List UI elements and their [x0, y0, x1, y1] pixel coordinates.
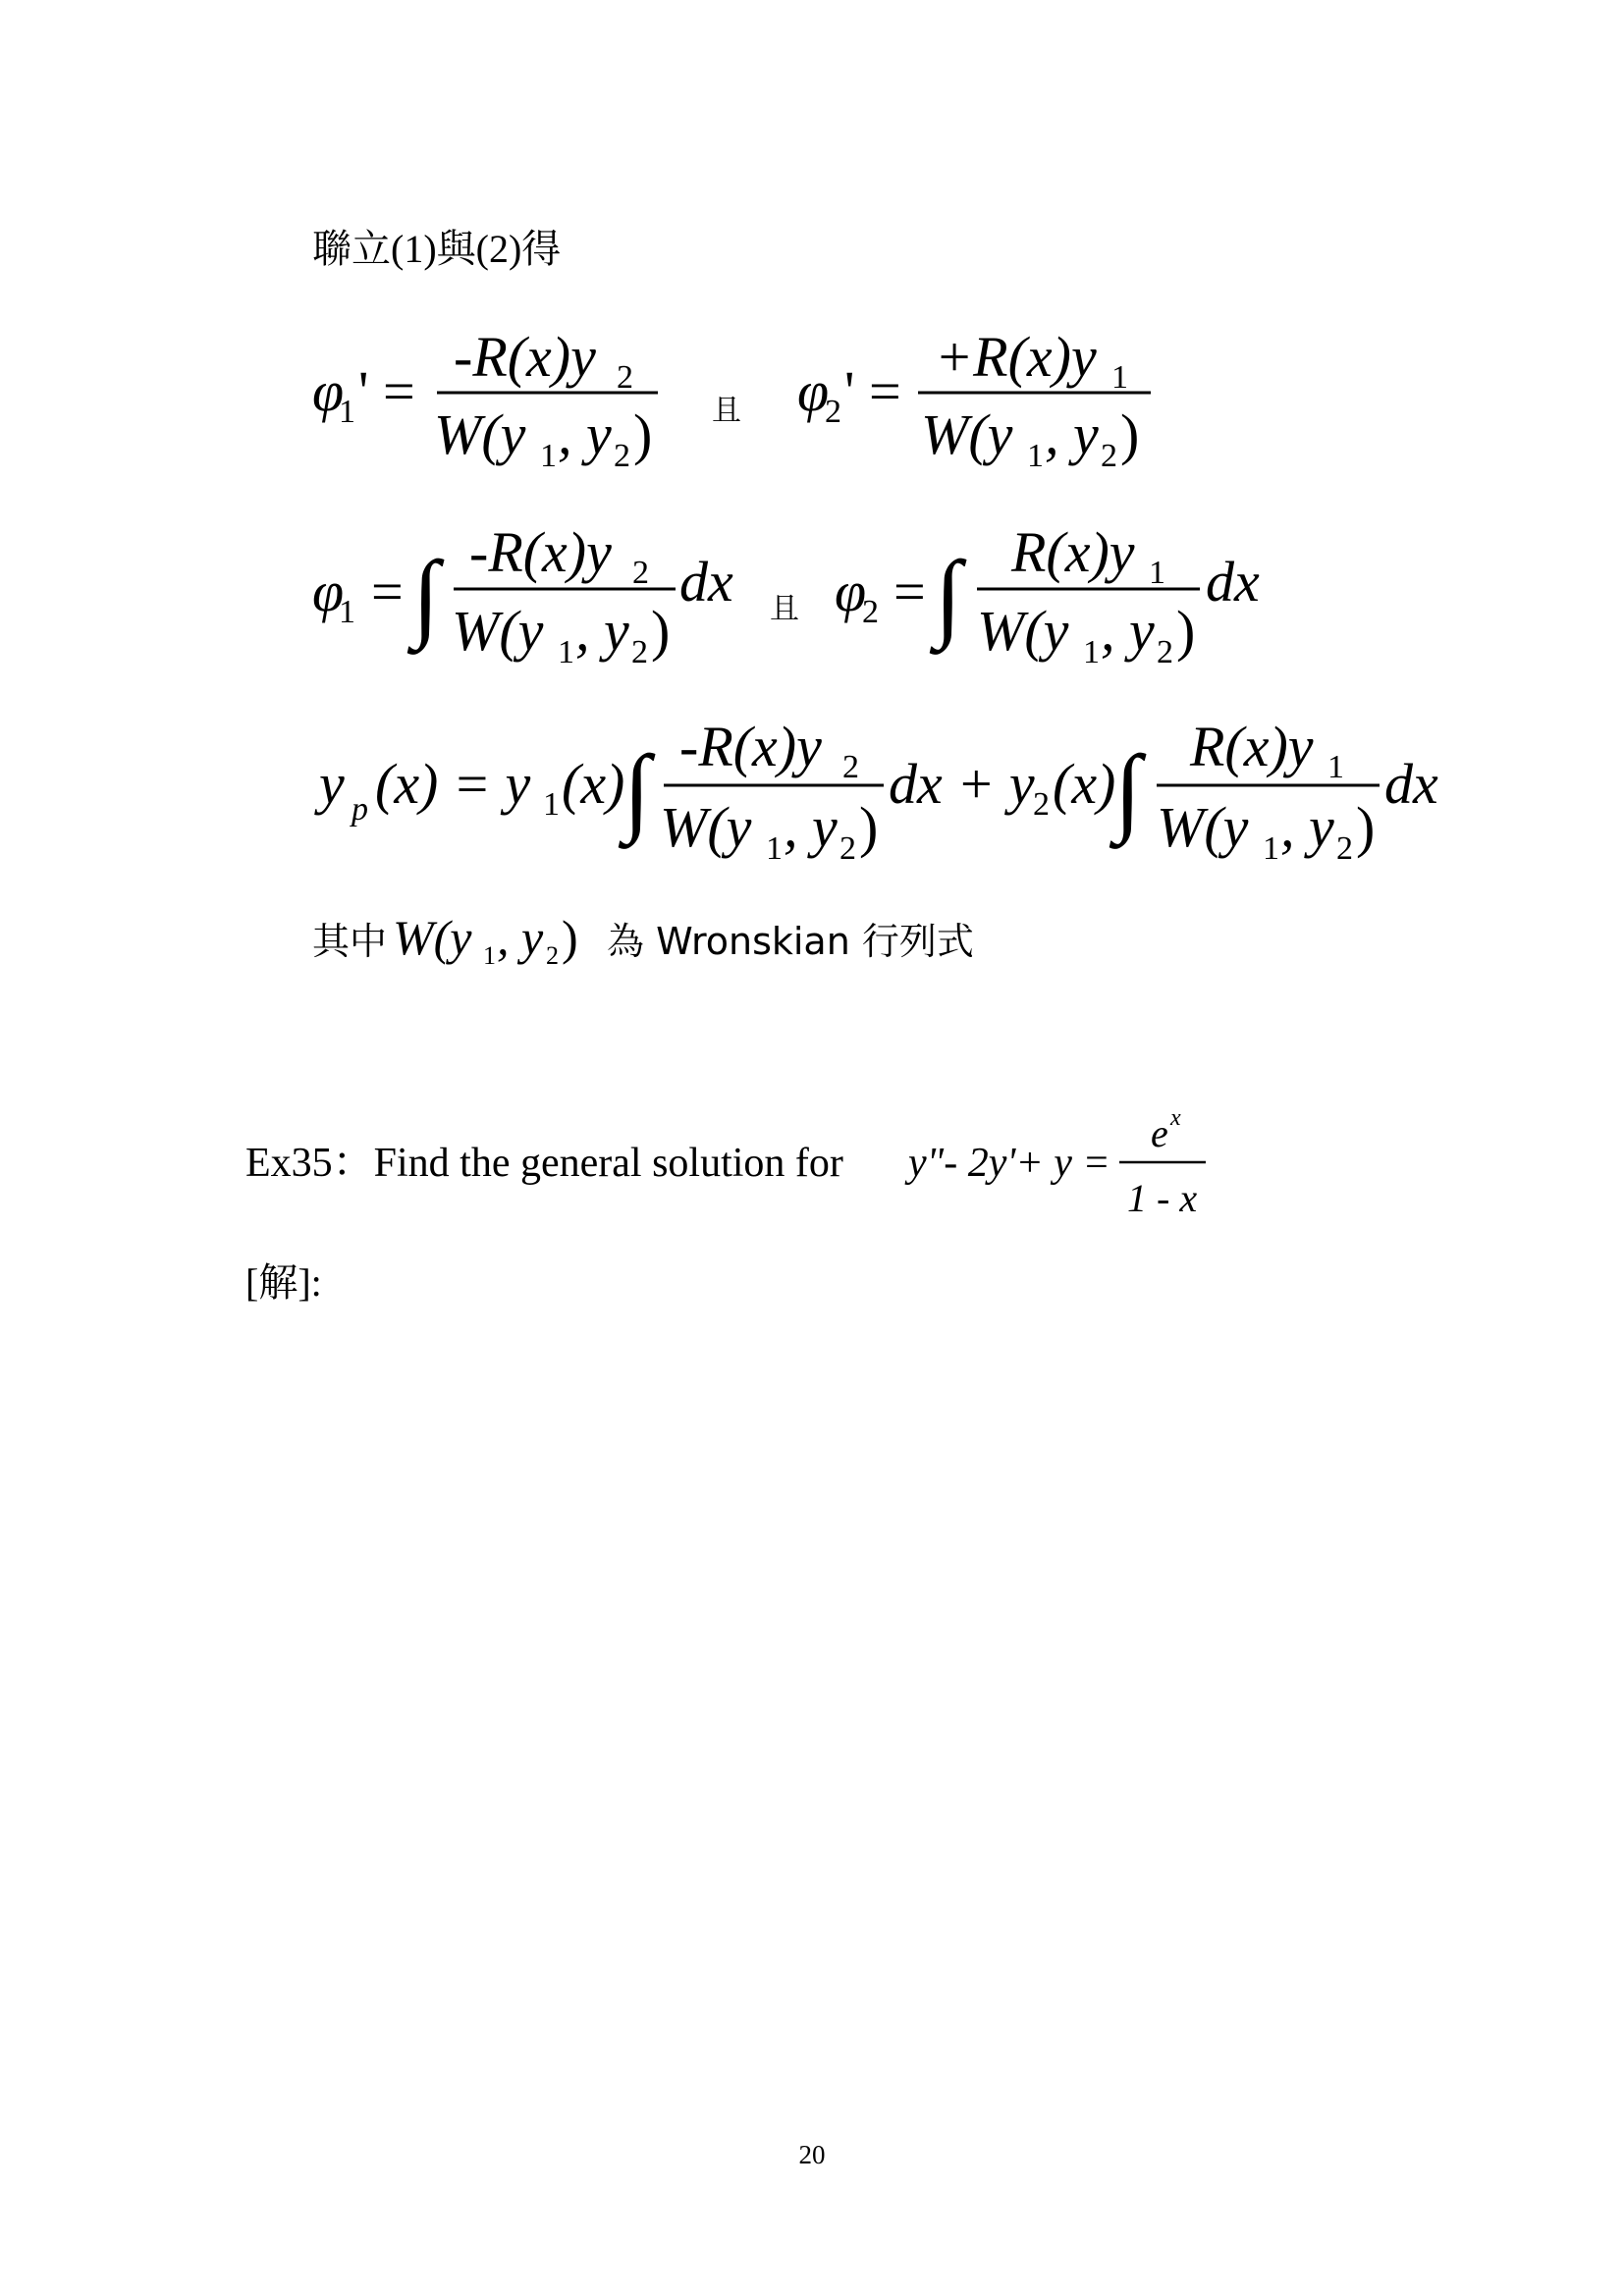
svg-text:1: 1 — [1027, 438, 1044, 474]
note-sub1: 1 — [483, 941, 496, 970]
eq2-right-numerator-sub: 1 — [1149, 555, 1165, 591]
phi2-symbol-2: φ — [835, 560, 867, 623]
svg-text:, y: , y — [784, 795, 838, 859]
eq3-left-numerator: -R(x)y — [679, 715, 822, 778]
svg-text:1: 1 — [540, 438, 557, 474]
svg-text:2: 2 — [1157, 634, 1173, 670]
phi1-symbol-2: φ — [312, 560, 345, 623]
phi1-subscript-2: 1 — [339, 594, 355, 630]
svg-text:W(y: W(y — [434, 402, 526, 466]
eq1-left-numerator: -R(x)y — [454, 325, 596, 389]
ex-den: 1 - x — [1127, 1176, 1198, 1220]
note-close: ) — [562, 910, 578, 965]
note-comma-y: , y — [497, 910, 544, 965]
eq3-left-numerator-sub: 2 — [842, 749, 859, 785]
phi2-subscript: 2 — [825, 394, 841, 430]
svg-text:, y: , y — [575, 599, 629, 663]
eq2-right-denominator — [977, 599, 1195, 670]
yp-subscript: p — [352, 791, 368, 828]
eq2-left-denominator — [452, 599, 670, 670]
svg-text:2: 2 — [839, 830, 856, 867]
integral-sign-2: ∫ — [935, 541, 962, 650]
solution-label: [解]: — [245, 1260, 322, 1305]
page-number: 20 — [798, 2140, 826, 2169]
svg-text:): ) — [859, 795, 879, 859]
integral-sign-1: ∫ — [412, 541, 440, 650]
eq1-left-numerator-sub: 2 — [617, 359, 633, 396]
svg-text:, y: , y — [1101, 599, 1155, 663]
eq1-right-numerator-sub: 1 — [1111, 359, 1128, 396]
equation-1 — [312, 325, 1151, 474]
note-suffix: 為 Wronskian 行列式 — [607, 920, 974, 963]
equation-3 — [314, 715, 1438, 867]
yp-symbol: y — [319, 752, 345, 816]
svg-text:): ) — [633, 402, 653, 466]
phi1-subscript: 1 — [339, 394, 355, 430]
example-35 — [245, 1105, 1206, 1220]
ex-num-e: e — [1151, 1111, 1168, 1155]
ex-label: Ex35：Find the general solution for — [245, 1141, 843, 1186]
note-prefix: 其中 — [312, 920, 388, 963]
svg-text:W(y: W(y — [1157, 795, 1249, 859]
svg-text:2: 2 — [631, 634, 648, 670]
svg-text:2: 2 — [614, 438, 630, 474]
eq1-right-denominator — [921, 402, 1139, 474]
eq1-right-numerator: +R(x)y — [935, 325, 1097, 389]
ex-num-sup: x — [1170, 1105, 1181, 1131]
svg-text:, y: , y — [1045, 402, 1099, 466]
svg-text:1: 1 — [766, 830, 783, 867]
note-W: W(y — [393, 910, 472, 965]
eq2-left-numerator-sub: 2 — [632, 555, 649, 591]
integral-sign-4: ∫ — [1114, 735, 1142, 844]
svg-text:W(y: W(y — [452, 599, 544, 663]
y2-subscript: 2 — [1033, 786, 1050, 823]
eq3-left-denominator — [660, 795, 878, 867]
dx-plus-y2: dx + y — [889, 752, 1035, 816]
yp-arg-equals-y1: (x) = y — [375, 752, 531, 816]
intro-text: 聯立(1)與(2)得 — [312, 227, 562, 271]
dx-2: dx — [1206, 550, 1260, 614]
eq1-left-denominator — [434, 402, 652, 474]
equals-sign-2: = — [893, 560, 926, 623]
integral-sign-3: ∫ — [623, 735, 651, 844]
note-line — [312, 910, 974, 970]
svg-text:1: 1 — [558, 634, 574, 670]
svg-text:W(y: W(y — [660, 795, 752, 859]
svg-text:): ) — [1120, 402, 1140, 466]
y1-arg: (x) — [562, 752, 625, 816]
eq3-right-denominator — [1157, 795, 1375, 867]
svg-text:1: 1 — [1083, 634, 1100, 670]
svg-text:): ) — [651, 599, 671, 663]
note-sub2: 2 — [546, 941, 559, 970]
phi1-prime-equals: ' = — [358, 359, 415, 423]
svg-text:): ) — [1176, 599, 1196, 663]
svg-text:W(y: W(y — [977, 599, 1069, 663]
eq3-right-numerator: R(x)y — [1190, 715, 1314, 778]
eq2-right-numerator: R(x)y — [1011, 520, 1135, 584]
svg-text:, y: , y — [1280, 795, 1334, 859]
svg-text:, y: , y — [558, 402, 612, 466]
conjunction-and-1: 且 — [712, 394, 741, 428]
phi2-prime-equals: ' = — [844, 359, 901, 423]
y1-subscript: 1 — [543, 786, 560, 823]
dx-3: dx — [1384, 752, 1438, 816]
phi1-symbol: φ — [312, 359, 345, 423]
svg-text:2: 2 — [1336, 830, 1353, 867]
phi2-symbol: φ — [797, 359, 830, 423]
equation-2 — [312, 520, 1260, 670]
dx-1: dx — [679, 550, 733, 614]
equals-sign-1: = — [371, 560, 404, 623]
svg-text:2: 2 — [1101, 438, 1117, 474]
conjunction-and-2: 且 — [770, 592, 799, 626]
y2-arg: (x) — [1053, 752, 1116, 816]
svg-text:): ) — [1356, 795, 1376, 859]
ex-lhs: y"- 2y'+ y = — [908, 1141, 1110, 1186]
phi2-subscript-2: 2 — [862, 594, 879, 630]
eq3-right-numerator-sub: 1 — [1327, 749, 1344, 785]
eq2-left-numerator: -R(x)y — [469, 520, 612, 584]
svg-text:1: 1 — [1263, 830, 1279, 867]
svg-text:W(y: W(y — [921, 402, 1013, 466]
